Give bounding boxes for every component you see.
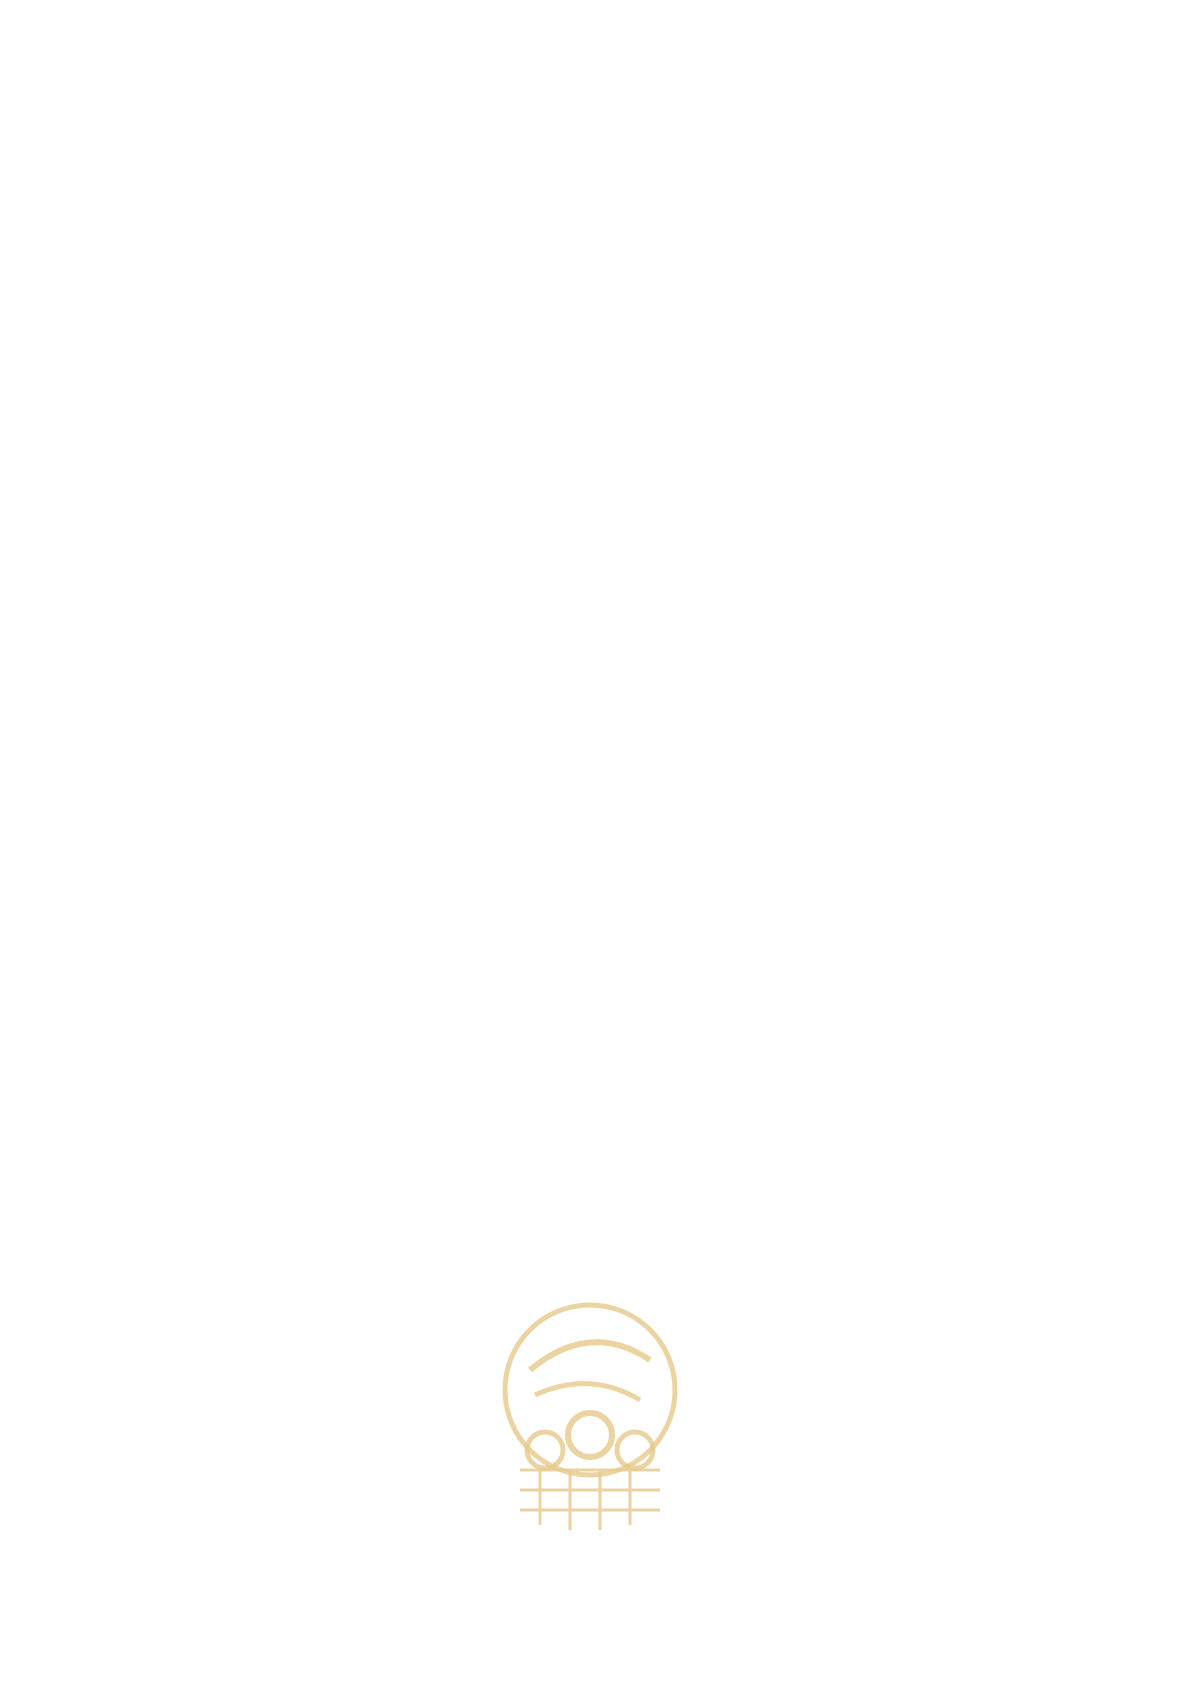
omoorepeyman-logo <box>490 1300 690 1540</box>
